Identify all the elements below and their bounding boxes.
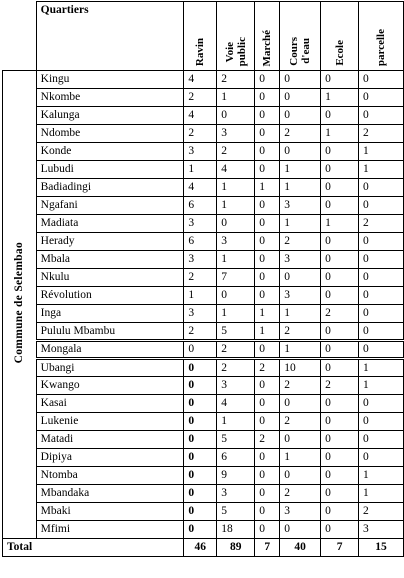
value-cell: 2	[280, 323, 321, 341]
value-cell: 1	[255, 323, 280, 341]
value-cell: 2	[217, 341, 255, 359]
value-cell: 6	[184, 197, 217, 215]
value-cell: 0	[280, 395, 321, 413]
value-cell: 3	[217, 125, 255, 143]
value-cell: 1	[280, 161, 321, 179]
value-cell: 0	[359, 305, 404, 323]
value-cell: 18	[217, 521, 255, 539]
value-cell: 0	[321, 161, 359, 179]
quartier-name: Ngafani	[36, 197, 184, 215]
value-cell: 0	[359, 269, 404, 287]
quartier-name: Badiadingi	[36, 179, 184, 197]
quartier-name: Kingu	[36, 71, 184, 89]
quartier-name: Kasai	[36, 395, 184, 413]
value-cell: 2	[184, 269, 217, 287]
table-row	[3, 521, 404, 539]
value-cell: 0	[255, 215, 280, 233]
value-cell: 2	[217, 71, 255, 89]
quartier-name: Nkulu	[36, 269, 184, 287]
value-cell: 0	[255, 467, 280, 485]
value-cell: 2	[217, 359, 255, 377]
value-cell: 0	[359, 71, 404, 89]
value-cell: 0	[280, 521, 321, 539]
value-cell: 0	[184, 521, 217, 539]
value-cell: 3	[280, 287, 321, 305]
quartier-name: Konde	[36, 143, 184, 161]
header-ravin: Ravin	[184, 2, 217, 71]
data-table	[2, 1, 404, 557]
quartier-name: Kwango	[36, 377, 184, 395]
value-cell: 2	[255, 359, 280, 377]
value-cell: 1	[255, 179, 280, 197]
value-cell: 0	[321, 197, 359, 215]
table-row	[3, 269, 404, 287]
value-cell: 0	[255, 197, 280, 215]
value-cell: 0	[359, 179, 404, 197]
value-cell: 3	[280, 197, 321, 215]
table-row	[3, 413, 404, 431]
value-cell: 1	[280, 179, 321, 197]
corner-cell	[3, 2, 37, 71]
value-cell: 0	[280, 143, 321, 161]
value-cell: 3	[217, 377, 255, 395]
value-cell: 2	[280, 377, 321, 395]
value-cell: 1	[184, 287, 217, 305]
total-row	[3, 539, 404, 557]
value-cell: 0	[255, 89, 280, 107]
table-row	[3, 395, 404, 413]
value-cell: 4	[217, 395, 255, 413]
total-value: 7	[321, 539, 359, 557]
value-cell: 0	[321, 449, 359, 467]
value-cell: 1	[359, 485, 404, 503]
value-cell: 2	[359, 503, 404, 521]
value-cell: 9	[217, 467, 255, 485]
value-cell: 3	[217, 485, 255, 503]
total-value: 40	[280, 539, 321, 557]
total-label: Total	[3, 539, 37, 557]
table-row	[3, 179, 404, 197]
value-cell: 5	[217, 431, 255, 449]
value-cell: 2	[321, 305, 359, 323]
table-row	[3, 377, 404, 395]
value-cell: 0	[217, 287, 255, 305]
quartier-name: Mbaki	[36, 503, 184, 521]
value-cell: 0	[255, 341, 280, 359]
value-cell: 0	[255, 125, 280, 143]
value-cell: 0	[321, 359, 359, 377]
quartier-name: Ubangi	[36, 359, 184, 377]
value-cell: 0	[255, 233, 280, 251]
value-cell: 1	[359, 161, 404, 179]
value-cell: 4	[184, 107, 217, 125]
value-cell: 1	[255, 305, 280, 323]
table-row	[3, 197, 404, 215]
value-cell: 0	[255, 521, 280, 539]
value-cell: 0	[255, 107, 280, 125]
value-cell: 0	[321, 413, 359, 431]
value-cell: 1	[217, 179, 255, 197]
value-cell: 0	[359, 341, 404, 359]
value-cell: 0	[184, 341, 217, 359]
value-cell: 4	[217, 161, 255, 179]
value-cell: 0	[359, 413, 404, 431]
quartier-name: Lukenie	[36, 413, 184, 431]
value-cell: 1	[280, 215, 321, 233]
total-spacer	[36, 539, 184, 557]
value-cell: 1	[359, 359, 404, 377]
value-cell: 3	[184, 215, 217, 233]
value-cell: 0	[255, 71, 280, 89]
value-cell: 1	[359, 143, 404, 161]
value-cell: 0	[359, 107, 404, 125]
value-cell: 0	[321, 143, 359, 161]
table-row	[3, 341, 404, 359]
value-cell: 1	[280, 305, 321, 323]
value-cell: 0	[321, 503, 359, 521]
value-cell: 0	[255, 449, 280, 467]
value-cell: 1	[321, 215, 359, 233]
value-cell: 2	[280, 485, 321, 503]
commune-label-cell	[3, 71, 37, 539]
header-row	[3, 2, 404, 71]
table-row	[3, 449, 404, 467]
value-cell: 0	[321, 269, 359, 287]
value-cell: 0	[184, 413, 217, 431]
table-row	[3, 467, 404, 485]
value-cell: 0	[359, 395, 404, 413]
value-cell: 1	[359, 467, 404, 485]
value-cell: 0	[184, 503, 217, 521]
value-cell: 1	[217, 413, 255, 431]
value-cell: 3	[184, 305, 217, 323]
table-row	[3, 431, 404, 449]
commune-label: Commune de Selembao	[12, 241, 25, 364]
value-cell: 0	[255, 143, 280, 161]
value-cell: 4	[184, 71, 217, 89]
value-cell: 0	[184, 395, 217, 413]
table-row	[3, 215, 404, 233]
value-cell: 0	[359, 89, 404, 107]
value-cell: 0	[321, 233, 359, 251]
value-cell: 3	[280, 503, 321, 521]
value-cell: 0	[184, 485, 217, 503]
quartier-name: Inga	[36, 305, 184, 323]
quartier-name: Mbandaka	[36, 485, 184, 503]
total-value: 89	[217, 539, 255, 557]
quartier-name: Herady	[36, 233, 184, 251]
value-cell: 0	[321, 341, 359, 359]
quartier-name: Lubudi	[36, 161, 184, 179]
quartier-name: Ndombe	[36, 125, 184, 143]
table-row	[3, 161, 404, 179]
value-cell: 1	[217, 305, 255, 323]
value-cell: 2	[255, 431, 280, 449]
table-row	[3, 89, 404, 107]
value-cell: 2	[321, 377, 359, 395]
value-cell: 2	[280, 413, 321, 431]
table-row	[3, 305, 404, 323]
table-row	[3, 323, 404, 341]
value-cell: 0	[280, 269, 321, 287]
value-cell: 0	[217, 215, 255, 233]
value-cell: 2	[217, 143, 255, 161]
quartier-name: Ntomba	[36, 467, 184, 485]
value-cell: 0	[280, 431, 321, 449]
quartier-name: Pululu Mbambu	[36, 323, 184, 341]
value-cell: 1	[217, 251, 255, 269]
value-cell: 0	[359, 323, 404, 341]
value-cell: 2	[184, 323, 217, 341]
value-cell: 3	[184, 143, 217, 161]
quartier-name: Mbala	[36, 251, 184, 269]
value-cell: 1	[184, 161, 217, 179]
table-row	[3, 485, 404, 503]
table-wrapper	[2, 1, 404, 557]
value-cell: 0	[359, 287, 404, 305]
quartiers-header: Quartiers	[36, 2, 184, 71]
value-cell: 1	[321, 125, 359, 143]
value-cell: 0	[359, 233, 404, 251]
value-cell: 0	[321, 485, 359, 503]
value-cell: 0	[255, 503, 280, 521]
value-cell: 3	[280, 251, 321, 269]
quartier-name: Mongala	[36, 341, 184, 359]
value-cell: 0	[280, 71, 321, 89]
value-cell: 0	[184, 377, 217, 395]
value-cell: 0	[255, 269, 280, 287]
table-row	[3, 71, 404, 89]
value-cell: 1	[359, 377, 404, 395]
value-cell: 2	[280, 233, 321, 251]
value-cell: 0	[280, 467, 321, 485]
value-cell: 1	[280, 449, 321, 467]
value-cell: 0	[359, 449, 404, 467]
value-cell: 0	[321, 71, 359, 89]
quartier-name: Mfimi	[36, 521, 184, 539]
value-cell: 4	[184, 179, 217, 197]
value-cell: 0	[255, 413, 280, 431]
total-value: 15	[359, 539, 404, 557]
value-cell: 0	[184, 449, 217, 467]
quartier-name: Révolution	[36, 287, 184, 305]
value-cell: 2	[184, 125, 217, 143]
value-cell: 0	[255, 485, 280, 503]
value-cell: 0	[359, 431, 404, 449]
header-voie-public: Voie public	[217, 2, 255, 71]
value-cell: 0	[321, 467, 359, 485]
total-value: 7	[255, 539, 280, 557]
value-cell: 5	[217, 323, 255, 341]
table-row	[3, 287, 404, 305]
value-cell: 1	[217, 89, 255, 107]
quartier-name: Kalunga	[36, 107, 184, 125]
value-cell: 6	[217, 449, 255, 467]
value-cell: 1	[217, 197, 255, 215]
value-cell: 1	[321, 89, 359, 107]
table-row	[3, 251, 404, 269]
value-cell: 7	[217, 269, 255, 287]
value-cell: 0	[321, 287, 359, 305]
value-cell: 0	[184, 359, 217, 377]
value-cell: 3	[217, 233, 255, 251]
header-ecole: Ecole	[321, 2, 359, 71]
value-cell: 3	[359, 521, 404, 539]
value-cell: 2	[359, 215, 404, 233]
quartier-name: Nkombe	[36, 89, 184, 107]
value-cell: 0	[321, 323, 359, 341]
value-cell: 0	[280, 107, 321, 125]
value-cell: 0	[184, 467, 217, 485]
value-cell: 0	[255, 287, 280, 305]
table-row	[3, 233, 404, 251]
value-cell: 0	[255, 395, 280, 413]
value-cell: 0	[321, 521, 359, 539]
value-cell: 0	[321, 251, 359, 269]
value-cell: 3	[184, 251, 217, 269]
table-row	[3, 503, 404, 521]
value-cell: 5	[217, 503, 255, 521]
table-row	[3, 359, 404, 377]
table-row	[3, 125, 404, 143]
value-cell: 0	[321, 431, 359, 449]
table-row	[3, 143, 404, 161]
value-cell: 0	[184, 431, 217, 449]
value-cell: 0	[321, 395, 359, 413]
header-cours-deau: Cours d'eau	[280, 2, 321, 71]
value-cell: 2	[359, 125, 404, 143]
value-cell: 0	[359, 251, 404, 269]
value-cell: 0	[280, 89, 321, 107]
value-cell: 0	[255, 251, 280, 269]
value-cell: 0	[321, 107, 359, 125]
value-cell: 0	[321, 179, 359, 197]
value-cell: 0	[359, 197, 404, 215]
value-cell: 1	[280, 341, 321, 359]
value-cell: 0	[255, 377, 280, 395]
quartier-name: Matadi	[36, 431, 184, 449]
quartier-name: Dipiya	[36, 449, 184, 467]
value-cell: 0	[217, 107, 255, 125]
total-value: 46	[184, 539, 217, 557]
value-cell: 2	[280, 125, 321, 143]
value-cell: 2	[184, 89, 217, 107]
quartier-name: Madiata	[36, 215, 184, 233]
value-cell: 6	[184, 233, 217, 251]
value-cell: 0	[255, 161, 280, 179]
header-marche: Marché	[255, 2, 280, 71]
header-parcelle: parcelle	[359, 2, 404, 71]
table-row	[3, 107, 404, 125]
value-cell: 10	[280, 359, 321, 377]
